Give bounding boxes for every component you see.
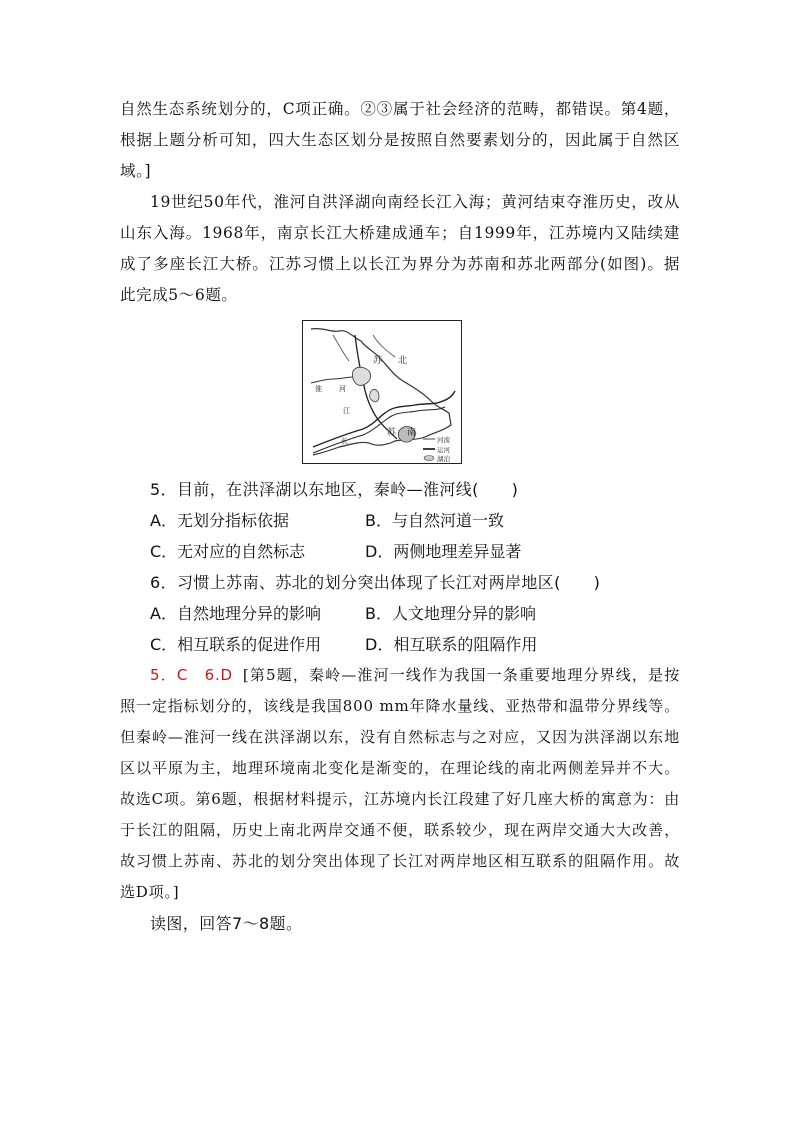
answer-key: 5．C 6.D	[150, 666, 233, 684]
paragraph-answer-continuation: 自然生态系统划分的，C项正确。②③属于社会经济的范畴，都错误。第4题，根据上题分析可知，四大生态区划分是按照自然要素划分的，因此属于自然区域。]	[120, 100, 680, 180]
q6-option-a[interactable]: A．自然地理分异的影响	[150, 604, 321, 623]
q5-option-d[interactable]: D．两侧地理差异显著	[365, 542, 522, 561]
province-boundary	[311, 329, 451, 455]
yangtze-river-bank	[313, 407, 445, 453]
jiangsu-map	[303, 321, 461, 463]
map-label-huai: 淮	[315, 385, 322, 393]
q6-option-b[interactable]: B．人文地理分异的影响	[365, 604, 536, 623]
map-label-bei: 北	[398, 356, 408, 366]
q5-option-b[interactable]: B．与自然河道一致	[365, 511, 504, 530]
hongze-lake	[353, 367, 371, 385]
gaoyou-lake	[370, 389, 379, 401]
tributary	[333, 335, 349, 361]
legend-canal-label: 运河	[437, 446, 450, 454]
map-label-he: 河	[339, 385, 346, 393]
q6-option-c[interactable]: C．相互联系的促进作用	[150, 635, 322, 654]
answer-explanation	[120, 660, 680, 908]
q5-option-a[interactable]: A．无划分指标依据	[150, 511, 289, 530]
question-5-stem: 5．目前，在洪泽湖以东地区，秦岭—淮河线( )	[150, 480, 519, 499]
map-label-su-south: 苏	[387, 428, 397, 438]
paragraph-material: 19世纪50年代，淮河自洪泽湖向南经长江入海；黄河结束夺淮历史，改从山东入海。1968年，南京长江大桥建成通车；自1999年，江苏境内又陆续建成了多座长江大桥。江苏习惯上以长江为界分为苏南和苏北两部分(如图)。据此完成5～6题。	[120, 193, 680, 304]
legend-lake-symbol	[424, 456, 434, 461]
huai-river	[311, 377, 353, 383]
map-label-jiang: 江	[343, 407, 350, 415]
grand-canal	[355, 335, 397, 439]
map-label-su-north: 苏	[373, 356, 383, 366]
q5-option-c[interactable]: C．无对应的自然标志	[150, 542, 306, 561]
legend-lake-label: 湖泊	[437, 455, 450, 463]
tributary	[373, 335, 395, 357]
question-6-options	[150, 598, 670, 660]
question-6-stem: 6．习惯上苏南、苏北的划分突出体现了长江对两岸地区( )	[150, 573, 601, 592]
answer-text: [第5题，秦岭—淮河一线作为我国一条重要地理分界线，是按照一定指标划分的，该线是我国800 mm年降水量线、亚热带和温带分界线等。但秦岭—淮河一线在洪泽湖以东，没有自然标志与之对应，又因为洪泽湖以东地区以平原为主，地理环境南北变化是渐变的，在理论线的南北两侧差异并不大。故选C项。第6题，根据材料提示，江苏境内长江段建了好几座大桥的寓意为：由于长江的阻隔，历史上南北两岸交通不便，联系较少，现在两岸交通大大改善，故习惯上苏南、苏北的划分突出体现了长江对两岸地区相互联系的阻隔作用。故选D项。]	[120, 666, 680, 901]
question-5-options	[150, 505, 670, 567]
legend-river-label: 河流	[437, 436, 450, 444]
map-label-chang: 长	[341, 437, 348, 445]
q6-option-d[interactable]: D．相互联系的阻隔作用	[365, 635, 538, 654]
paragraph-next-questions: 读图，回答7～8题。	[150, 914, 303, 933]
map-label-nan: 南	[407, 428, 417, 438]
jiangsu-map-figure	[302, 320, 462, 464]
